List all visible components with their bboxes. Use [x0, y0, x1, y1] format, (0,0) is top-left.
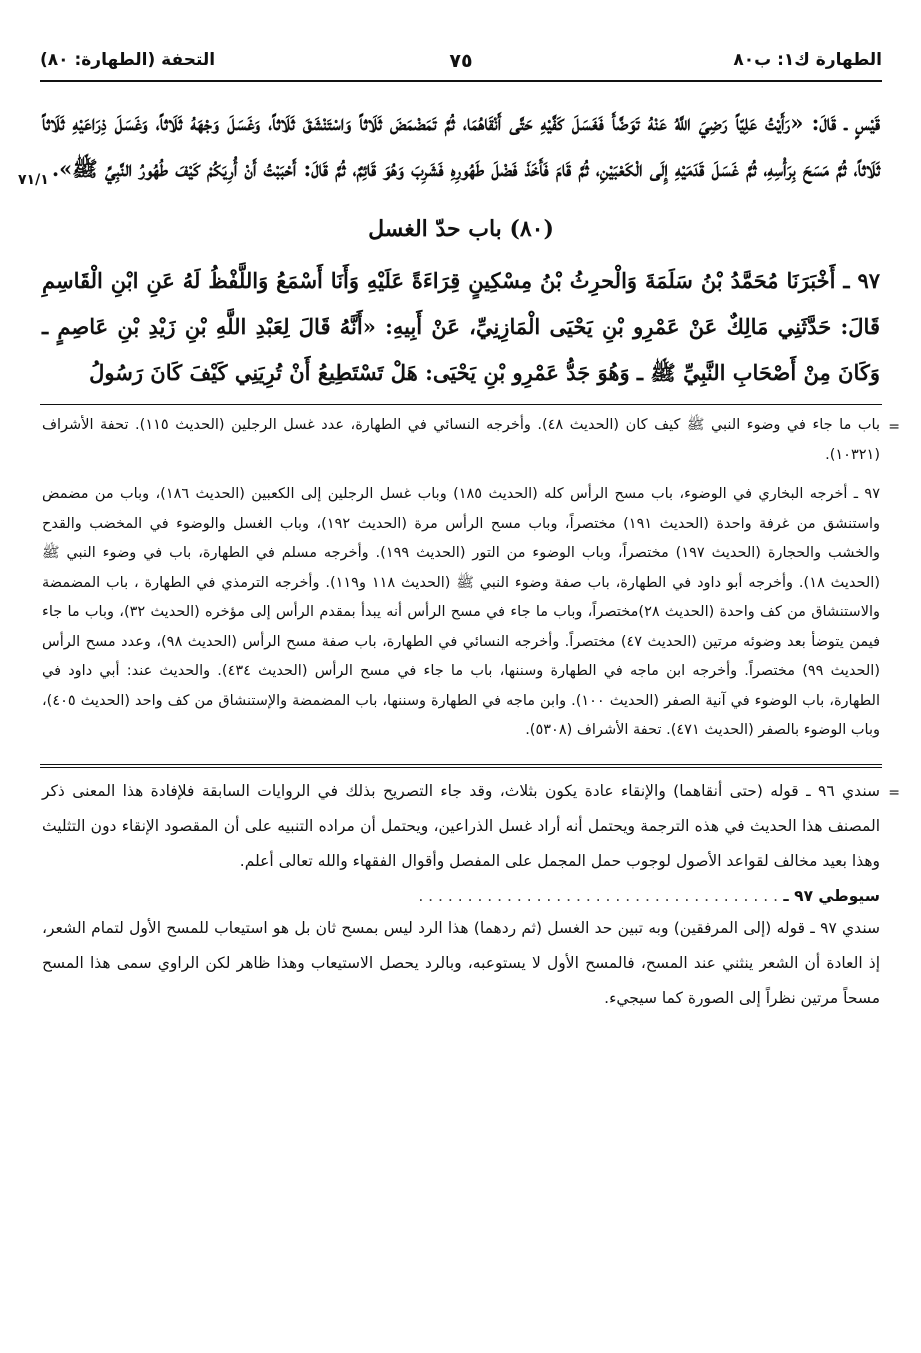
- sindi-97-text: سندي ٩٧ ـ قوله (إلى المرفقين) وبه تبين حد الغسل (ثم ردهما) هذا الرد ليس بمسح ثان بل هو استيعاب للمسح الأول لتمام الشعر، إذ العادة أن الشعر ينثني عند المسح، فالمسح الأول لا يستوعبه، وبالرد يحصل الاستيعاب وهذا ظاهر لكن الراوي سمى هذا المسح مسحاً مرتين نظراً إلى الصورة كما سيجيء.: [42, 918, 880, 1007]
- hadith-96-continuation: قَيْسٍ ـ قَالَ: «رَأَيْتُ عَلِيّاً رَضِيَ اللَّهُ عَنْهُ تَوَضَّأَ فَغَسَلَ كَفَّيْهِ حَتَّى أَنْقَاهُمَا، ثُمَّ تَمَضْمَضَ ثَلَاثاً وَاسْتَنْشَقَ ثَلَاثاً، وَغَسَلَ وَجْهَهُ ثَلَاثاً، وَغَسَلَ ذِرَاعَيْهِ ثَلَاثاً ثَلَاثاً، ثُمَّ مَسَحَ بِرَأْسِهِ، ثُمَّ غَسَلَ قَدَمَيْهِ إِلَى الْكَعْبَيْنِ، ثُمَّ قَامَ فَأَخَذَ فَضْلَ طَهُورِهِ فَشَرِبَ وَهُوَ قَائِمٌ، ثُمَّ قَالَ: أَحْبَبْتُ أَنْ أُرِيَكُمْ كَيْفَ طُهُورُ النَّبِيِّ ﷺ».: [42, 110, 880, 181]
- continuation-marker: =: [888, 419, 900, 435]
- takhrij-notes: [40, 404, 900, 750]
- sindi-97: [40, 905, 882, 1018]
- note-continuation: [40, 405, 900, 474]
- main-hadith-text: [40, 100, 882, 396]
- hadith-97: ٩٧ ـ أَخْبَرَنَا مُحَمَّدُ بْنُ سَلَمَةَ وَالْحرِثُ بْنُ مِسْكِينٍ قِرَاءَةً عَلَيْهِ وَأَنَا أَسْمَعُ وَاللَّفْظُ لَهُ عَنِ ابْنِ الْقَاسِمِ قَالَ: حَدَّثَنِي مَالِكٌ عَنْ عَمْرِو بْنِ يَحْيَى الْمَازِنِيِّ، عَنْ أَبِيهِ: «أَنَّهُ قَالَ لِعَبْدِ اللَّهِ بْنِ زَيْدِ بْنِ عَاصِمٍ ـ وَكَانَ مِنْ أَصْحَابِ النَّبِيِّ ﷺ ـ وَهُوَ جَدُّ عَمْرِو بْنِ يَحْيَى: هَلْ تَسْتَطِيعُ أَنْ تُرِيَنِي كَيْفَ كَانَ رَسُولُ: [42, 268, 880, 385]
- sindi-96-text: سندي ٩٦ ـ قوله (حتى أنقاهما) والإنقاء عادة يكون بثلاث، وقد جاء التصريح بذلك في الروايات السابقة فلإفادة هذا المعنى ذكر المصنف هذا الحديث في هذه الترجمة ويحتمل أنه أراد غسل الذراعين، ويحتمل أن مراده التنبيه على أن المقصود الإنقاء دون التثليث وهذا بعيد مخالف لقواعد الأصول لوجوب حمل المجمل على المفصل وأقوال الفقهاء والله تعالى أعلم.: [42, 781, 880, 870]
- suyuti-97: [40, 881, 882, 905]
- header-chapter-ref: الطهارة ك١: ب٨٠: [733, 50, 882, 70]
- suyuti-97-dots: . . . . . . . . . . . . . . . . . . . . . . . . . . . . . . . . . . . . .: [418, 886, 778, 905]
- margin-reference: ٧١/١: [18, 172, 49, 188]
- book-page: [18, 38, 900, 1018]
- note-97-text: ٩٧ ـ أخرجه البخاري في الوضوء، باب مسح الرأس كله (الحديث ١٨٥) وباب غسل الرجلين إلى الكعبين (الحديث ١٨٦)، وباب من مضمض واستنشق من غرفة واحدة (الحديث ١٩١) مختصراً، وباب مسح الرأس مرة (الحديث ١٩٢)، وباب الغسل والوضوء في المخضب والقدح والخشب والحجارة (الحديث ١٩٧) مختصراً، وباب الوضوء من التور (الحديث ١٩٩). وأخرجه مسلم في الطهارة، باب في وضوء النبي ﷺ (الحديث ١٨). وأخرجه أبو داود في الطهارة، باب صفة وضوء النبي ﷺ (الحديث ١١٨ و١١٩). وأخرجه الترمذي في الطهارة ، باب المضمضة والاستنشاق من كف واحدة (الحديث ٢٨)مختصراً، وباب ما جاء في مسح الرأس أنه يبدأ بمقدم الرأس إلى مؤخره (الحديث ٣٢)، وباب ما جاء فيمن يتوضأ بعد وضوئه مرتين (الحديث ٤٧) مختصراً. وأخرجه النسائي في الطهارة، باب صفة مسح الرأس (الحديث ٩٨)، وعدد مسح الرأس (الحديث ٩٩) مختصراً. وأخرجه ابن ماجه في الطهارة وسننها، باب ما جاء في مسح الرأس (الحديث ٤٣٤). والحديث عند: أبي داود في الطهارة، باب الوضوء في آنية الصفر (الحديث ١٠٠). وابن ماجه في الطهارة وسننها، باب المضمضة والإستنشاق من كف واحد (الحديث ٤٠٥)، وباب الوضوء بالصفر (الحديث ٤٧١). تحفة الأشراف (٥٣٠٨).: [42, 486, 881, 738]
- page-number: ٧٥: [449, 50, 473, 72]
- header-tuhfa-ref: التحفة (الطهارة: ٨٠): [40, 50, 216, 70]
- header-rule: [40, 80, 882, 82]
- note-96-text: باب ما جاء في وضوء النبي ﷺ كيف كان (الحديث ٤٨). وأخرجه النسائي في الطهارة، عدد غسل الرجلين (الحديث ١١٥). تحفة الأشراف (١٠٣٢١).: [42, 417, 880, 463]
- section-title: (٨٠) باب حدّ الغسل: [368, 216, 554, 242]
- commentary-continuation-marker: =: [888, 784, 900, 801]
- sindi-96: [40, 768, 900, 881]
- running-header: [40, 38, 882, 78]
- suyuti-97-label: سيوطي ٩٧ ـ: [783, 886, 880, 905]
- note-97: [40, 474, 882, 750]
